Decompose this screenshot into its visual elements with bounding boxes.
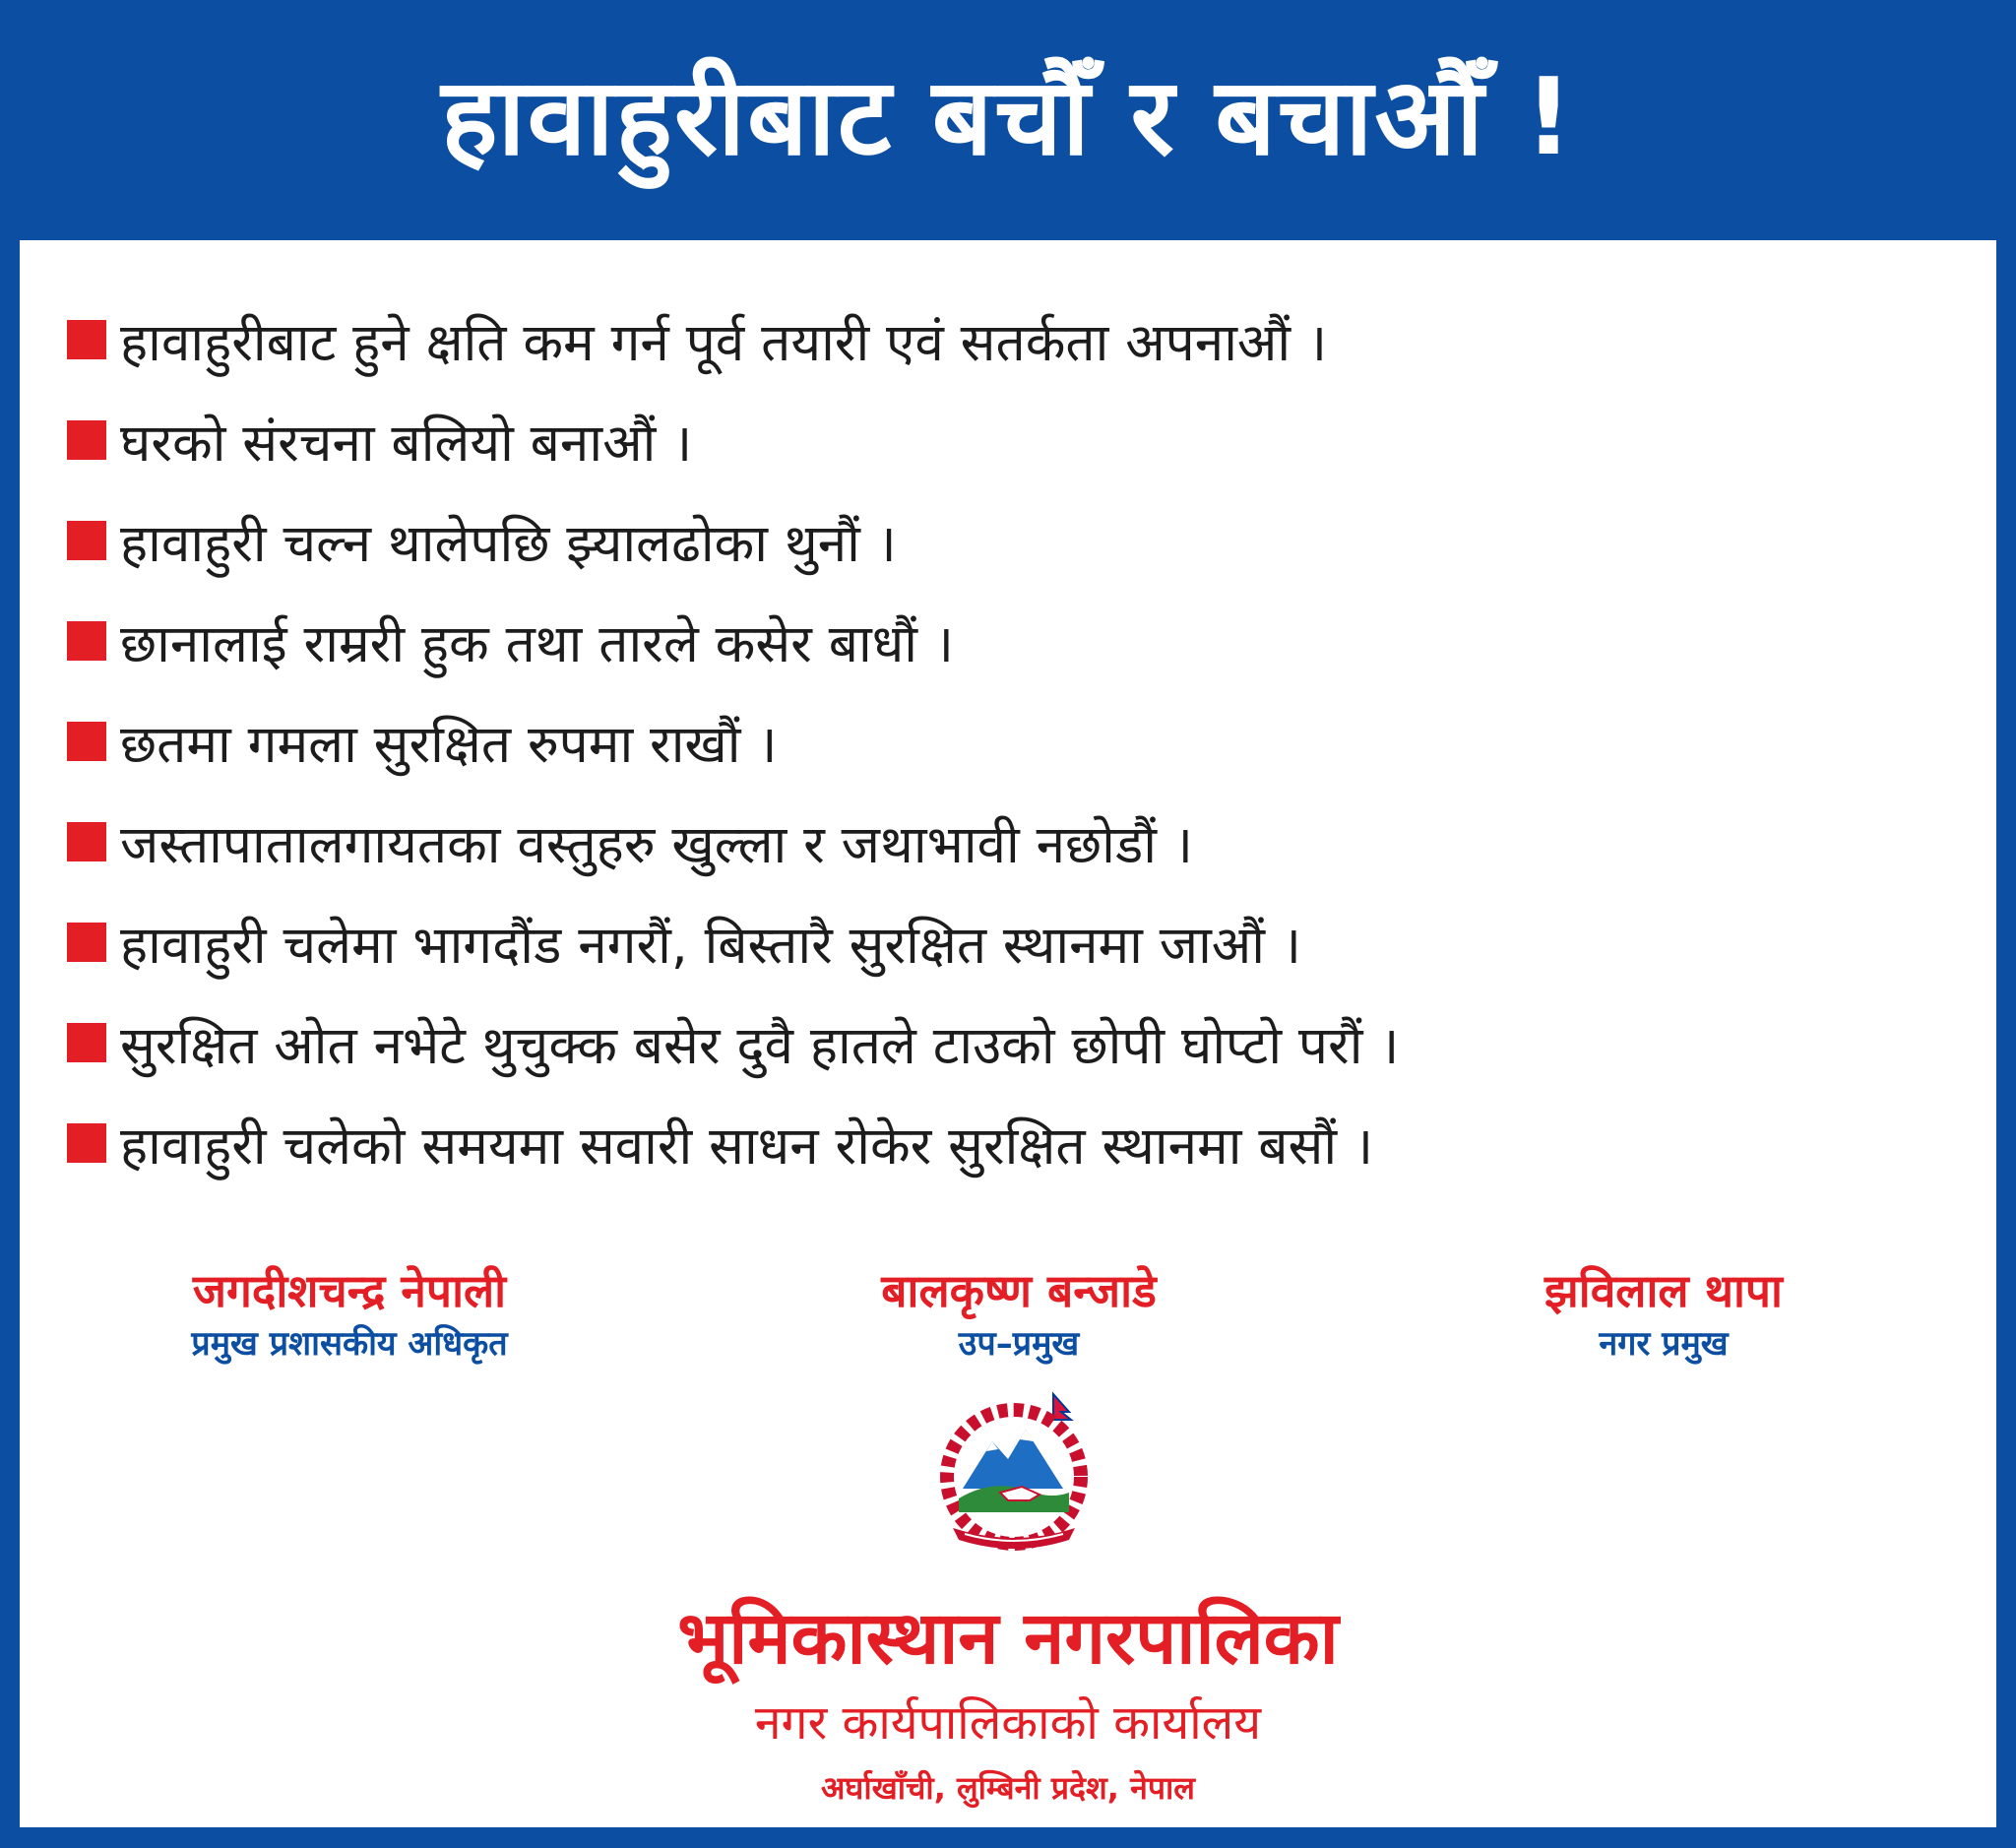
official-mayor [1408, 1264, 1920, 1366]
red-square-bullet-icon [67, 822, 106, 861]
page-title: हावाहुरीबाट बचौँ र बचाऔँ ! [441, 55, 1575, 179]
content-panel [20, 240, 1996, 1827]
header-banner [0, 0, 2016, 240]
tip-text: छतमा गमला सुरक्षित रुपमा राखौं । [120, 714, 778, 775]
red-square-bullet-icon [67, 923, 106, 962]
official-name: झविलाल थापा [1544, 1264, 1783, 1317]
safety-tips-list [67, 289, 1399, 1193]
official-role: नगर प्रमुख [1599, 1324, 1729, 1365]
list-item [67, 792, 1399, 892]
organization-office: नगर कार्यपालिकाको कार्यालय [754, 1695, 1262, 1751]
tip-text: घरको संरचना बलियो बनाऔं । [120, 413, 693, 474]
list-item [67, 591, 1399, 691]
red-square-bullet-icon [67, 1123, 106, 1163]
organization-name: भूमिकास्थान नगरपालिका [677, 1596, 1339, 1681]
red-square-bullet-icon [67, 621, 106, 661]
tip-text: हावाहुरीबाट हुने क्षति कम गर्न पूर्व तयारी एवं सतर्कता अपनाऔं । [120, 312, 1328, 373]
tip-text: हावाहुरी चलेको समयमा सवारी साधन रोकेर सुरक्षित स्थानमा बसौं । [120, 1115, 1374, 1177]
list-item [67, 892, 1399, 992]
red-square-bullet-icon [67, 320, 106, 359]
organization-address: अर्घाखाँची, लुम्बिनी प्रदेश, नेपाल [820, 1769, 1196, 1807]
nepal-government-emblem-icon [906, 1390, 1122, 1556]
tip-text: हावाहुरी चलेमा भागदौंड नगरौं, बिस्तारै सुरक्षित स्थानमा जाऔं । [120, 915, 1301, 976]
official-role: प्रमुख प्रशासकीय अधिकृत [191, 1324, 508, 1365]
list-item [67, 1093, 1399, 1193]
tip-text: जस्तापातालगायतका वस्तुहरु खुल्ला र जथाभावी नछोडौं । [120, 814, 1193, 875]
list-item [67, 691, 1399, 792]
list-item [67, 490, 1399, 591]
red-square-bullet-icon [67, 420, 106, 460]
tip-text: हावाहुरी चल्न थालेपछि झ्यालढोका थुनौं । [120, 513, 897, 574]
official-name: जगदीशचन्द्र नेपाली [192, 1264, 507, 1317]
red-square-bullet-icon [67, 521, 106, 560]
list-item [67, 390, 1399, 490]
official-name: बालकृष्ण बन्जाडे [881, 1264, 1157, 1317]
list-item [67, 289, 1399, 390]
tip-text: सुरक्षित ओत नभेटे थुचुक्क बसेर दुवै हातले टाउको छोपी घोप्टो परौं । [120, 1015, 1400, 1076]
list-item [67, 992, 1399, 1093]
red-square-bullet-icon [67, 1023, 106, 1062]
tip-text: छानालाई राम्ररी हुक तथा तारले कसेर बाधौं । [120, 613, 954, 674]
official-deputy-mayor [763, 1264, 1275, 1366]
official-role: उप–प्रमुख [958, 1324, 1080, 1365]
red-square-bullet-icon [67, 722, 106, 761]
official-chief-administrative-officer [94, 1264, 605, 1366]
